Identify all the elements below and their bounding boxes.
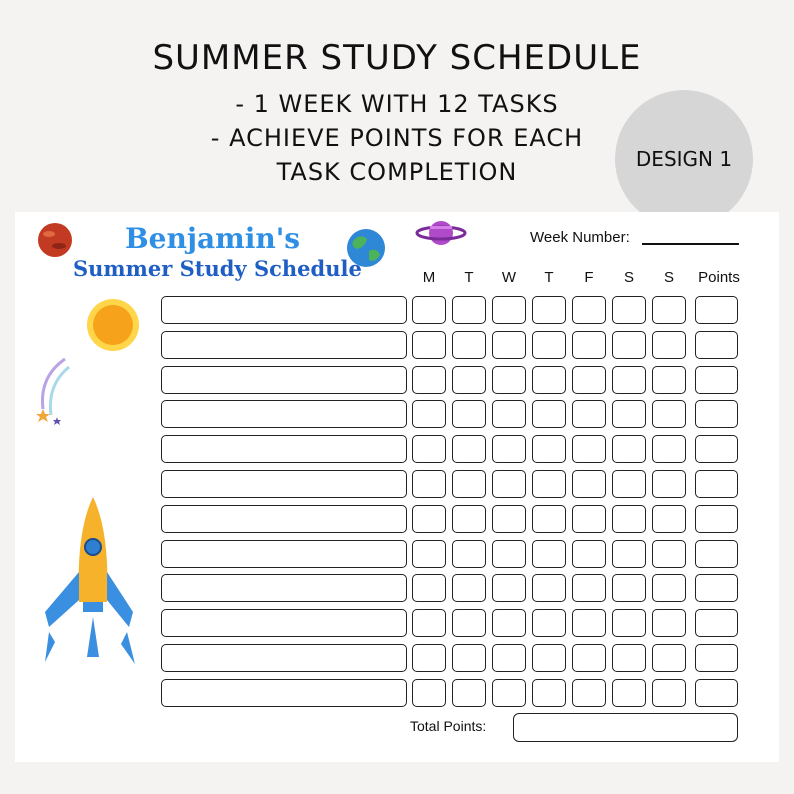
points-field[interactable]	[695, 366, 738, 394]
day-checkbox[interactable]	[532, 679, 566, 707]
day-checkbox[interactable]	[652, 609, 686, 637]
points-header: Points	[698, 269, 740, 286]
day-checkbox[interactable]	[412, 400, 446, 428]
day-checkbox[interactable]	[412, 540, 446, 568]
day-checkbox[interactable]	[532, 366, 566, 394]
day-checkbox[interactable]	[612, 366, 646, 394]
day-checkbox[interactable]	[572, 679, 606, 707]
week-number-label: Week Number:	[530, 229, 630, 246]
day-checkbox[interactable]	[652, 331, 686, 359]
day-checkbox[interactable]	[572, 540, 606, 568]
day-checkbox[interactable]	[452, 679, 486, 707]
day-checkbox[interactable]	[532, 505, 566, 533]
points-field[interactable]	[695, 400, 738, 428]
day-header-5: S	[623, 269, 634, 286]
points-field[interactable]	[695, 470, 738, 498]
day-checkbox[interactable]	[412, 574, 446, 602]
day-checkbox[interactable]	[452, 505, 486, 533]
day-checkbox[interactable]	[452, 435, 486, 463]
day-checkbox[interactable]	[652, 435, 686, 463]
points-field[interactable]	[695, 435, 738, 463]
day-checkbox[interactable]	[412, 609, 446, 637]
shooting-stars-icon	[33, 357, 75, 427]
points-field[interactable]	[695, 574, 738, 602]
day-checkbox[interactable]	[452, 296, 486, 324]
day-checkbox[interactable]	[492, 540, 526, 568]
day-checkbox[interactable]	[652, 679, 686, 707]
schedule-sheet	[15, 212, 779, 762]
subtitle-line-1: - 1 WEEK WITH 12 TASKS	[235, 90, 559, 118]
day-checkbox[interactable]	[652, 366, 686, 394]
day-checkbox[interactable]	[652, 644, 686, 672]
points-field[interactable]	[695, 679, 738, 707]
task-field[interactable]	[161, 679, 407, 707]
points-field[interactable]	[695, 505, 738, 533]
page-title: SUMMER STUDY SCHEDULE	[152, 38, 642, 78]
day-checkbox[interactable]	[612, 609, 646, 637]
day-checkbox[interactable]	[572, 574, 606, 602]
points-field[interactable]	[695, 540, 738, 568]
day-header-0: M	[422, 269, 436, 286]
day-checkbox[interactable]	[412, 366, 446, 394]
day-checkbox[interactable]	[652, 470, 686, 498]
day-checkbox[interactable]	[572, 505, 606, 533]
day-checkbox[interactable]	[652, 505, 686, 533]
design-badge: DESIGN 1	[615, 90, 753, 228]
day-checkbox[interactable]	[492, 435, 526, 463]
day-checkbox[interactable]	[492, 679, 526, 707]
day-checkbox[interactable]	[532, 470, 566, 498]
day-checkbox[interactable]	[572, 435, 606, 463]
day-checkbox[interactable]	[572, 470, 606, 498]
day-header-4: F	[584, 269, 594, 286]
day-checkbox[interactable]	[452, 609, 486, 637]
day-checkbox[interactable]	[452, 574, 486, 602]
day-checkbox[interactable]	[412, 435, 446, 463]
day-checkbox[interactable]	[412, 505, 446, 533]
student-name: Benjamin's	[125, 222, 301, 255]
day-checkbox[interactable]	[652, 296, 686, 324]
red-planet-icon	[35, 220, 75, 260]
day-checkbox[interactable]	[612, 540, 646, 568]
day-checkbox[interactable]	[492, 609, 526, 637]
day-checkbox[interactable]	[452, 644, 486, 672]
task-field[interactable]	[161, 574, 407, 602]
task-field[interactable]	[161, 435, 407, 463]
day-checkbox[interactable]	[652, 400, 686, 428]
day-checkbox[interactable]	[492, 331, 526, 359]
points-field[interactable]	[695, 331, 738, 359]
subtitle-line-3: TASK COMPLETION	[276, 158, 518, 186]
day-checkbox[interactable]	[452, 366, 486, 394]
saturn-icon	[415, 216, 467, 250]
day-checkbox[interactable]	[452, 540, 486, 568]
day-checkbox[interactable]	[532, 400, 566, 428]
task-field[interactable]	[161, 505, 407, 533]
points-field[interactable]	[695, 609, 738, 637]
day-checkbox[interactable]	[532, 331, 566, 359]
day-header-6: S	[663, 269, 674, 286]
day-checkbox[interactable]	[612, 574, 646, 602]
day-checkbox[interactable]	[572, 400, 606, 428]
day-header-2: W	[501, 269, 517, 286]
day-checkbox[interactable]	[612, 331, 646, 359]
points-field[interactable]	[695, 296, 738, 324]
day-checkbox[interactable]	[492, 470, 526, 498]
points-field[interactable]	[695, 644, 738, 672]
task-field[interactable]	[161, 644, 407, 672]
day-checkbox[interactable]	[452, 400, 486, 428]
day-checkbox[interactable]	[652, 574, 686, 602]
day-checkbox[interactable]	[492, 505, 526, 533]
rocket-icon	[35, 492, 150, 672]
day-checkbox[interactable]	[572, 296, 606, 324]
day-header-3: T	[544, 269, 554, 286]
day-checkbox[interactable]	[572, 366, 606, 394]
day-checkbox[interactable]	[612, 470, 646, 498]
subtitle-line-2: - ACHIEVE POINTS FOR EACH	[210, 124, 584, 152]
total-points-label: Total Points:	[410, 718, 487, 734]
day-checkbox[interactable]	[412, 470, 446, 498]
sun-icon	[85, 297, 141, 353]
day-checkbox[interactable]	[412, 644, 446, 672]
day-checkbox[interactable]	[612, 400, 646, 428]
day-checkbox[interactable]	[612, 296, 646, 324]
week-number-line[interactable]	[642, 243, 739, 245]
day-checkbox[interactable]	[572, 609, 606, 637]
day-checkbox[interactable]	[652, 540, 686, 568]
day-checkbox[interactable]	[412, 679, 446, 707]
day-checkbox[interactable]	[572, 644, 606, 672]
day-checkbox[interactable]	[572, 331, 606, 359]
day-checkbox[interactable]	[532, 540, 566, 568]
task-field[interactable]	[161, 609, 407, 637]
day-checkbox[interactable]	[612, 644, 646, 672]
day-checkbox[interactable]	[492, 644, 526, 672]
day-checkbox[interactable]	[412, 331, 446, 359]
day-checkbox[interactable]	[612, 505, 646, 533]
day-checkbox[interactable]	[532, 296, 566, 324]
day-checkbox[interactable]	[412, 296, 446, 324]
task-field[interactable]	[161, 366, 407, 394]
sheet-subtitle: Summer Study Schedule	[73, 256, 362, 281]
task-field[interactable]	[161, 296, 407, 324]
task-field[interactable]	[161, 540, 407, 568]
day-checkbox[interactable]	[612, 435, 646, 463]
task-field[interactable]	[161, 331, 407, 359]
day-checkbox[interactable]	[532, 644, 566, 672]
day-checkbox[interactable]	[532, 435, 566, 463]
day-checkbox[interactable]	[532, 574, 566, 602]
day-checkbox[interactable]	[452, 470, 486, 498]
day-checkbox[interactable]	[532, 609, 566, 637]
total-points-box[interactable]	[513, 713, 738, 742]
task-field[interactable]	[161, 470, 407, 498]
day-header-1: T	[464, 269, 474, 286]
day-checkbox[interactable]	[492, 296, 526, 324]
day-checkbox[interactable]	[452, 331, 486, 359]
day-checkbox[interactable]	[492, 574, 526, 602]
day-checkbox[interactable]	[492, 366, 526, 394]
task-field[interactable]	[161, 400, 407, 428]
day-checkbox[interactable]	[612, 679, 646, 707]
day-checkbox[interactable]	[492, 400, 526, 428]
